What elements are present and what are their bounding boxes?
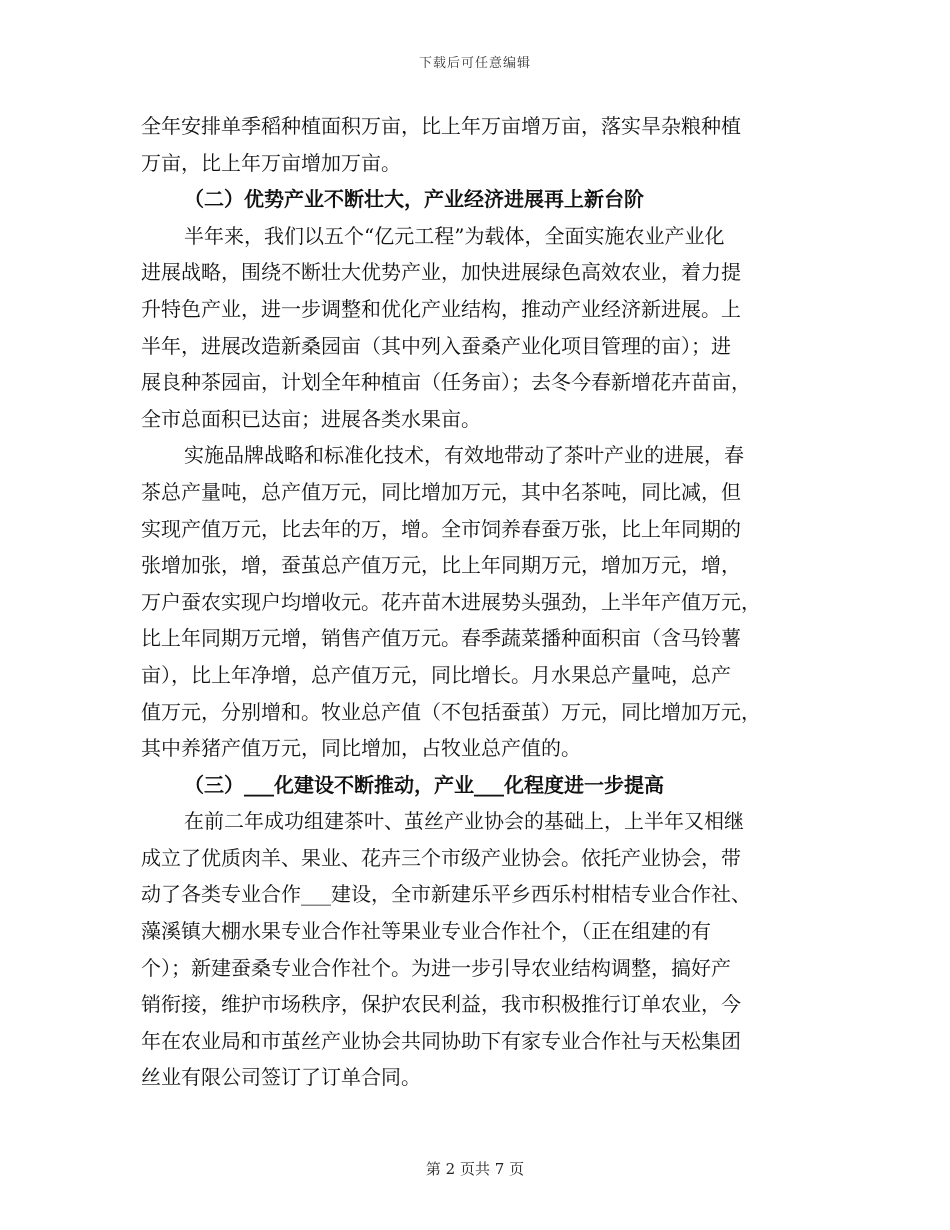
paragraph-line: 销衔接，维护市场秩序，保护农民利益，我市积极推行订单农业，今 [141, 992, 741, 1017]
paragraph-line: 在前二年成功组建茶叶、茧丝产业协会的基础上，上半年又相继 [184, 809, 744, 834]
paragraph-line: 实现产值万元，比去年的万，增。全市饲养春蚕万张，比上年同期的 [141, 516, 741, 541]
paragraph-line: 个）；新建蚕桑专业合作社个。为进一步引导农业结构调整，搞好产 [141, 955, 731, 980]
paragraph-line: 展良种茶园亩，计划全年种植亩（任务亩）；去冬今春新增花卉苗亩， [141, 370, 751, 395]
paragraph-line: 万户蚕农实现户均增收元。花卉苗木进展势头强劲，上半年产值万元， [141, 589, 761, 614]
paragraph-line: 丝业有限公司签订了订单合同。 [141, 1065, 421, 1090]
page-number-footer: 第 2 页共 7 页 [425, 1160, 525, 1178]
paragraph-line: 茶总产量吨，总产值万元，同比增加万元，其中名茶吨，同比减，但 [141, 479, 741, 504]
paragraph-line: 值万元，分别增和。牧业总产值（不包括蚕茧）万元，同比增加万元， [141, 699, 761, 724]
paragraph-line: 比上年同期万元增，销售产值万元。春季蔬菜播种面积亩（含马铃薯 [141, 626, 741, 651]
paragraph-line: 张增加张，增，蚕茧总产值万元，比上年同期万元，增加万元，增， [141, 553, 741, 578]
paragraph-line: 万亩，比上年万亩增加万亩。 [141, 150, 401, 175]
section-heading: （三）___化建设不断推动，产业___化程度进一步提高 [184, 772, 664, 797]
paragraph-line: 半年来，我们以五个“亿元工程”为载体，全面实施农业产业化 [184, 223, 725, 248]
document-body [141, 108, 811, 1096]
paragraph-line: 亩），比上年净增，总产值万元，同比增长。月水果总产量吨，总产 [141, 662, 731, 687]
paragraph-line: 其中养猪产值万元，同比增加，占牧业总产值的。 [141, 736, 581, 761]
paragraph-line: 实施品牌战略和标准化技术，有效地带动了茶叶产业的进展，春 [184, 443, 744, 468]
paragraph-line: 升特色产业，进一步调整和优化产业结构，推动产业经济新进展。上 [141, 296, 741, 321]
paragraph-line: 全年安排单季稻种植面积万亩，比上年万亩增万亩，落实旱杂粮种植 [141, 114, 741, 138]
paragraph-line: 进展战略，围绕不断壮大优势产业，加快进展绿色高效农业，着力提 [141, 260, 741, 285]
paragraph-line: 全市总面积已达亩；进展各类水果亩。 [141, 406, 481, 431]
paragraph-line: 半年，进展改造新桑园亩（其中列入蚕桑产业化项目管理的亩）；进 [141, 333, 731, 358]
paragraph-line: 藻溪镇大棚水果专业合作社等果业专业合作社个，（正在组建的有 [141, 919, 711, 944]
page-header: 下载后可任意编辑 [418, 56, 531, 71]
section-heading: （二）优势产业不断壮大，产业经济进展再上新台阶 [184, 187, 644, 212]
paragraph-line: 成立了优质肉羊、果业、花卉三个市级产业协会。依托产业协会，带 [141, 845, 741, 870]
paragraph-line: 动了各类专业合作___建设，全市新建乐平乡西乐村柑桔专业合作社、 [141, 882, 751, 907]
paragraph-line: 年在农业局和市茧丝产业协会共同协助下有家专业合作社与天松集团 [141, 1028, 741, 1053]
